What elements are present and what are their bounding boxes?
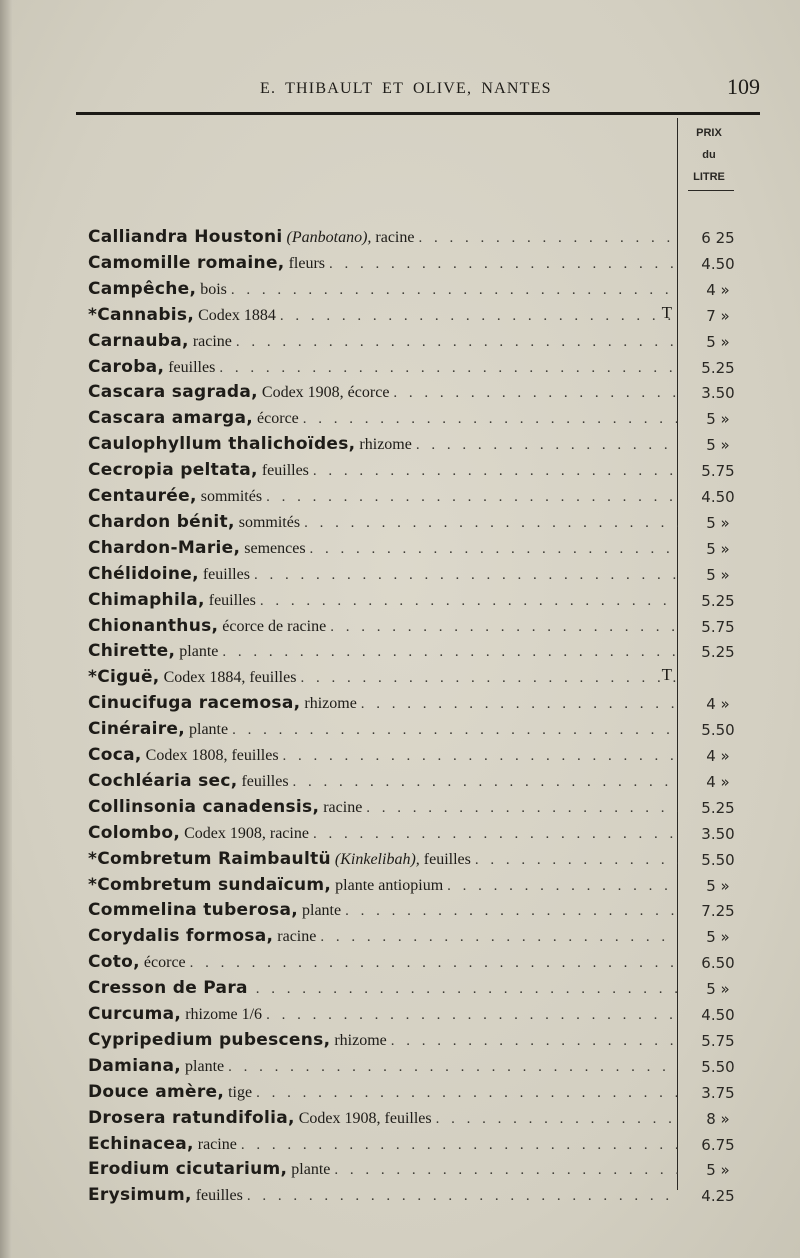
dot-leader	[391, 1033, 678, 1050]
entry-name: Cecropia peltata,	[88, 460, 258, 481]
entry-name: Collinsonia canadensis,	[88, 796, 320, 817]
dot-leader	[293, 774, 678, 791]
dot-leader	[228, 1059, 678, 1076]
list-item	[88, 357, 678, 382]
entry-description	[257, 410, 299, 428]
entry-description-text: racine	[192, 332, 232, 350]
entry-name: Chardon-Marie,	[88, 537, 241, 558]
entry-description-text: plante antiopium	[335, 876, 444, 894]
entry-price: 4.25	[701, 1187, 735, 1206]
entry-name: Coca,	[88, 745, 142, 765]
entry-price: 5.75	[701, 1031, 735, 1050]
list-item	[88, 719, 678, 744]
dot-leader	[361, 696, 678, 713]
dot-leader	[304, 515, 678, 532]
list-item	[88, 564, 678, 589]
list-item	[88, 875, 678, 900]
entry-name: Erodium cicutarium,	[88, 1159, 288, 1180]
entry-description-text: plante	[185, 1057, 225, 1075]
list-item	[88, 1108, 678, 1133]
entry-description-text: racine	[197, 1135, 237, 1153]
entry-description-text: rhizome	[304, 695, 357, 713]
dot-leader	[219, 360, 678, 377]
entry-name: Cresson de Para	[88, 978, 248, 999]
list-item	[88, 408, 678, 433]
entry-name: Corydalis formosa,	[88, 926, 274, 947]
entry-description	[302, 902, 341, 920]
entry-description-text: plante	[302, 902, 342, 920]
entry-price: 4 »	[706, 772, 730, 791]
entry-name: Caroba,	[88, 356, 165, 377]
list-item	[88, 849, 678, 874]
page-number: 109	[727, 74, 760, 99]
entry-name: Colombo,	[88, 822, 181, 843]
entry-name: *Combretum sundaïcum,	[88, 874, 332, 895]
entry-description-text: feuilles	[208, 591, 256, 609]
list-item	[88, 1159, 678, 1184]
list-item	[88, 1056, 678, 1081]
entry-price: 6.75	[701, 1135, 735, 1154]
price-header-line: du	[702, 149, 716, 161]
price-column-header	[684, 122, 734, 188]
dot-leader	[236, 334, 678, 351]
entry-name: Caulophyllum thalichoïdes,	[88, 434, 356, 455]
list-item	[88, 952, 678, 977]
dot-leader	[366, 800, 678, 817]
list-item	[88, 1030, 678, 1055]
dot-leader	[266, 489, 678, 506]
entry-name: Centaurée,	[88, 486, 197, 506]
entry-description	[277, 928, 316, 946]
entry-price: 5.50	[701, 721, 735, 740]
entry-description-text: Codex 1808, feuilles	[145, 747, 279, 764]
entry-description	[228, 1084, 252, 1102]
entry-description-text: écorce de racine	[222, 617, 327, 635]
entry-name: Chionanthus,	[88, 615, 219, 636]
list-item	[88, 900, 678, 925]
entry-name: Curcuma,	[88, 1004, 182, 1024]
entry-description-text: Codex 1908, écorce	[261, 384, 390, 402]
entry-description-text: Codex 1884, feuilles	[163, 669, 297, 687]
entry-price: 5 »	[706, 539, 730, 558]
dot-leader	[300, 670, 678, 687]
entry-name: Cascara amarga,	[88, 408, 254, 429]
entry-name: Douce amère,	[88, 1081, 225, 1102]
list-item	[88, 512, 678, 537]
dot-leader	[283, 748, 678, 765]
dot-leader	[222, 644, 678, 661]
list-item	[88, 434, 678, 459]
entry-description-text: feuilles	[202, 565, 250, 583]
list-item	[88, 771, 678, 796]
entry-description-text: Codex 1908, feuilles	[298, 1109, 432, 1127]
price-header-rule	[688, 190, 734, 191]
entry-description	[200, 281, 227, 299]
entry-description-text: rhizome	[359, 436, 412, 454]
entry-name: Carnauba,	[88, 330, 189, 351]
list-item	[88, 1082, 678, 1107]
entry-description	[196, 1187, 243, 1205]
entry-name: Chardon bénit,	[88, 511, 235, 532]
list-item	[88, 1004, 678, 1029]
list-item	[88, 1134, 678, 1159]
list-item	[88, 253, 678, 278]
list-item	[88, 1185, 678, 1210]
list-item	[88, 797, 678, 822]
list-item	[88, 331, 678, 356]
entry-description	[299, 1110, 432, 1128]
entry-price: 5 »	[706, 513, 730, 532]
list-item	[88, 745, 678, 770]
entry-description	[193, 333, 232, 351]
list-item	[88, 978, 678, 1003]
dot-leader	[190, 955, 678, 972]
entry-name: *Cannabis,	[88, 304, 195, 325]
entry-description	[198, 307, 276, 325]
list-item	[88, 538, 678, 563]
dot-leader	[256, 1085, 678, 1102]
list-item	[88, 486, 678, 511]
entry-price: 4 »	[706, 280, 730, 299]
running-title: E. THIBAULT ET OLIVE, NANTES	[260, 80, 552, 97]
entry-description-text: feuilles	[423, 850, 471, 868]
page-header	[76, 74, 760, 114]
entry-description	[304, 695, 356, 713]
entry-description	[359, 436, 411, 454]
dot-leader	[260, 593, 678, 610]
entry-price: 5.75	[701, 617, 735, 636]
entry-price: 5 »	[706, 980, 730, 999]
list-item	[88, 460, 678, 485]
entry-description-text: Codex 1884	[198, 306, 276, 324]
dot-leader	[393, 385, 678, 402]
entry-price: 6.50	[701, 954, 735, 973]
dot-leader	[329, 256, 678, 273]
dot-leader	[266, 1007, 678, 1024]
dot-leader	[334, 1162, 678, 1179]
list-item	[88, 693, 678, 718]
entry-description-text: feuilles	[241, 772, 289, 790]
dot-leader	[475, 852, 678, 869]
entry-description	[209, 592, 256, 610]
entry-price: 6 25	[701, 229, 735, 247]
dot-leader	[418, 230, 678, 247]
entry-description	[164, 669, 297, 687]
entry-description	[179, 643, 218, 661]
toxic-mark: T	[661, 302, 672, 322]
list-item	[88, 227, 678, 252]
entry-name: Damiana,	[88, 1055, 182, 1076]
entry-description	[335, 877, 443, 895]
entry-price: 5 »	[706, 332, 730, 351]
entry-description-text: plante	[189, 721, 229, 739]
entry-price: 5.50	[701, 1057, 735, 1076]
dot-leader	[330, 619, 678, 636]
entry-name: Cochléaria sec,	[88, 770, 238, 791]
list-item	[88, 279, 678, 304]
entry-price: 5 »	[706, 876, 730, 895]
dot-leader	[280, 308, 678, 325]
dot-leader	[313, 463, 678, 480]
entry-name: Cypripedium pubescens,	[88, 1029, 331, 1050]
entry-description	[262, 462, 309, 480]
list-item	[88, 616, 678, 641]
entry-price: 5.25	[701, 643, 735, 662]
entry-description	[198, 1136, 237, 1154]
entry-description	[244, 540, 305, 558]
entry-name: Camomille romaine,	[88, 252, 285, 273]
entry-price: 4.50	[701, 254, 735, 273]
entry-price: 5.25	[701, 358, 735, 377]
entry-description	[203, 566, 250, 584]
entry-description-text: fleurs	[288, 254, 325, 272]
entry-price: 5 »	[706, 928, 730, 947]
entry-description	[144, 954, 186, 972]
entry-description-text: sommités	[238, 513, 301, 531]
entry-price: 4.50	[701, 1006, 735, 1024]
entry-description-text: rhizome 1/6	[185, 1006, 263, 1023]
entry-price: 7 »	[706, 306, 730, 325]
entry-description	[289, 255, 325, 273]
entry-description-text: plante	[291, 1161, 331, 1179]
price-header-line: PRIX	[696, 127, 722, 139]
entry-description	[291, 1161, 330, 1179]
entry-price: 4 »	[706, 747, 730, 765]
list-item	[88, 667, 678, 692]
entry-description-text: feuilles	[195, 1187, 243, 1205]
entry-description-text: racine	[277, 928, 317, 946]
entry-price: 5 »	[706, 565, 730, 584]
entry-description	[201, 488, 262, 506]
entry-description-text: feuilles	[261, 462, 309, 480]
entry-name: Chimaphila,	[88, 589, 205, 610]
dot-leader	[313, 826, 678, 843]
entry-description-text: plante	[179, 643, 219, 661]
entry-description	[334, 1032, 386, 1050]
entry-price: 3.50	[701, 384, 735, 403]
entry-price: 5 »	[706, 1161, 730, 1180]
entry-description-text: feuilles	[168, 358, 216, 376]
entry-vernacular-name: (Panbotano),	[286, 229, 372, 246]
list-item	[88, 641, 678, 666]
entry-price: 4.50	[701, 488, 735, 506]
dot-leader	[256, 981, 678, 998]
entry-name: Calliandra Houstoni	[88, 227, 283, 247]
entry-name: *Combretum Raimbaultü	[88, 848, 331, 869]
list-item	[88, 590, 678, 615]
list-item	[88, 302, 678, 330]
page-binding-edge	[0, 0, 12, 1258]
entry-description	[323, 799, 362, 817]
entry-description-text: écorce	[143, 954, 186, 972]
dot-leader	[303, 411, 678, 428]
entry-price: 3.50	[701, 824, 735, 843]
entry-description-text: bois	[200, 280, 227, 298]
dot-leader	[310, 541, 678, 558]
list-item	[88, 382, 678, 407]
entry-price: 5.50	[701, 850, 735, 869]
dot-leader	[447, 878, 678, 895]
entry-description	[189, 721, 228, 739]
entry-description-text: tige	[228, 1083, 253, 1101]
entry-description-text: racine	[323, 798, 363, 816]
entry-description	[146, 747, 279, 765]
entry-price: 5.25	[701, 798, 735, 817]
entry-description	[168, 359, 215, 377]
dot-leader	[436, 1111, 678, 1128]
entry-description	[262, 384, 390, 402]
entry-price: 5 »	[706, 410, 730, 429]
entry-name: Chélidoine,	[88, 563, 199, 584]
entry-name: Coto,	[88, 952, 140, 973]
entry-description-text: sommités	[200, 488, 263, 505]
entry-name: Cascara sagrada,	[88, 382, 258, 403]
entry-name: Drosera ratundifolia,	[88, 1107, 295, 1128]
entry-name: Commelina tuberosa,	[88, 900, 298, 921]
entry-vernacular-name: (Kinkelibah),	[334, 850, 420, 868]
entry-description-text: racine	[375, 229, 415, 246]
entry-price: 5 »	[706, 436, 730, 455]
dot-leader	[416, 437, 678, 454]
entry-description	[241, 773, 288, 791]
dot-leader	[241, 1137, 678, 1154]
entry-price: 8 »	[706, 1109, 730, 1128]
entry-description	[185, 1006, 262, 1024]
entry-description-text: Codex 1908, racine	[184, 824, 309, 842]
entry-description-text: rhizome	[334, 1031, 387, 1049]
dot-leader	[345, 903, 678, 920]
entry-name: Cinéraire,	[88, 719, 185, 740]
entry-name: *Ciguë,	[88, 667, 160, 688]
dot-leader	[320, 929, 678, 946]
entry-name: Erysimum,	[88, 1185, 192, 1206]
entry-price: 7.25	[701, 902, 735, 921]
entry-description	[287, 229, 415, 247]
entry-description-text: semences	[244, 539, 306, 557]
toxic-mark: T	[661, 665, 672, 685]
dot-leader	[231, 282, 678, 299]
entry-description	[222, 618, 326, 636]
entry-description	[185, 1058, 224, 1076]
entry-description	[335, 851, 471, 869]
list-item	[88, 823, 678, 848]
entry-price: 5.25	[701, 591, 735, 610]
list-item	[88, 926, 678, 951]
entry-description	[239, 514, 300, 532]
entry-name: Campêche,	[88, 278, 197, 299]
dot-leader	[254, 567, 678, 584]
entry-price: 4 »	[706, 695, 730, 714]
price-header-line: LITRE	[693, 171, 725, 183]
entry-description-text: écorce	[257, 410, 299, 428]
entry-price: 3.75	[701, 1083, 735, 1102]
dot-leader	[247, 1188, 678, 1205]
entry-name: Chirette,	[88, 641, 176, 662]
entry-description	[184, 825, 309, 843]
entry-name: Cinucifuga racemosa,	[88, 693, 301, 714]
entry-price: 5.75	[701, 462, 735, 481]
header-rule	[76, 112, 760, 115]
entry-name: Echinacea,	[88, 1133, 194, 1154]
dot-leader	[232, 722, 678, 739]
